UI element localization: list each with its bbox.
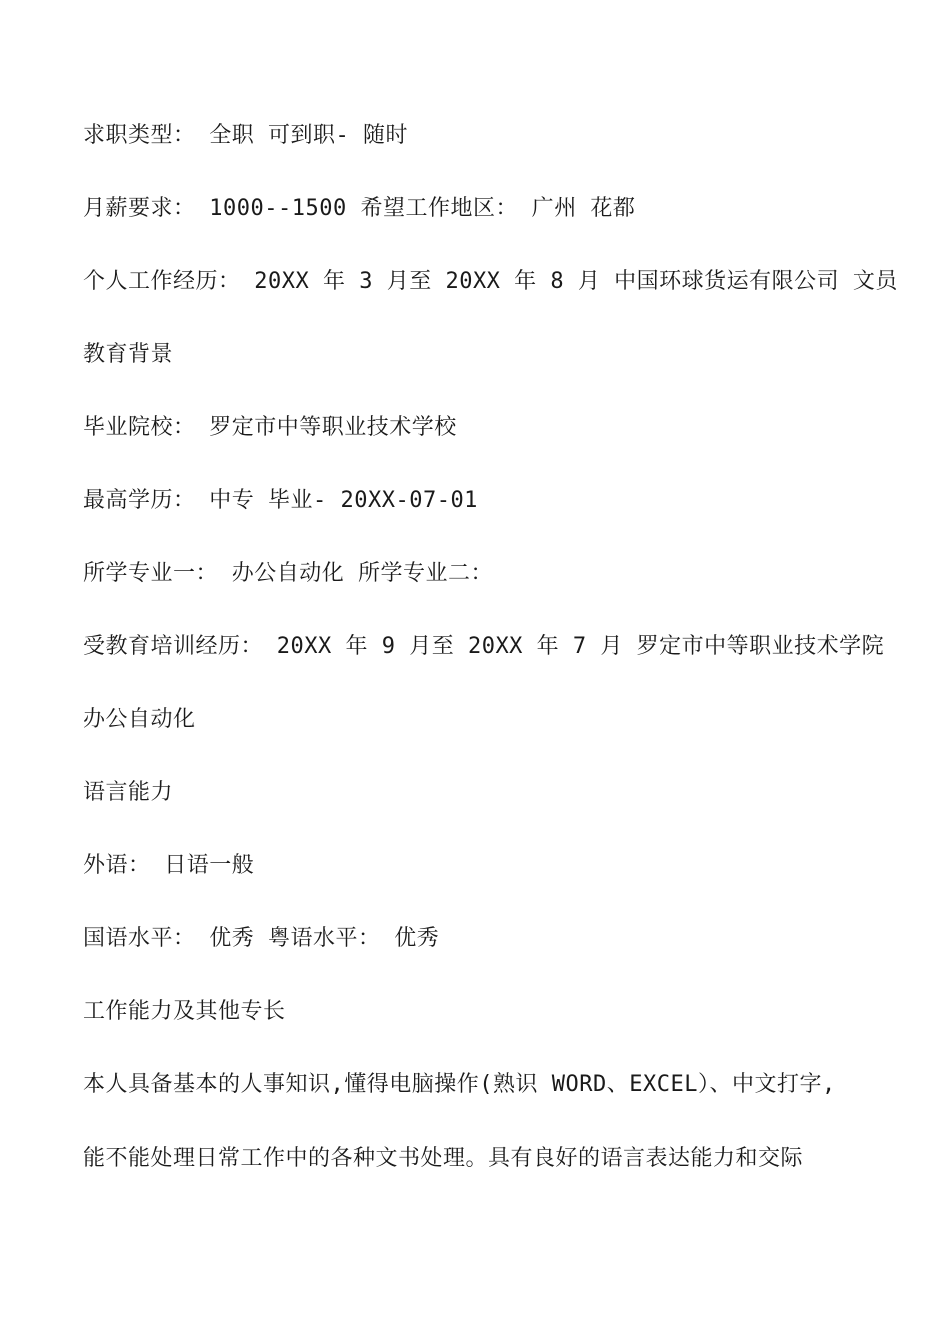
education-heading: 教育背景 (83, 342, 174, 367)
work-experience-line: 个人工作经历： 20XX 年 3 月至 20XX 年 8 月 中国环球货运有限公司 文员 (83, 269, 898, 294)
degree-line: 最高学历： 中专 毕业- 20XX-07-01 (83, 488, 478, 513)
training-continued-line: 办公自动化 (83, 707, 196, 732)
skills-paragraph-line-2: 能不能处理日常工作中的各种文书处理。具有良好的语言表达能力和交际 (83, 1146, 804, 1171)
school-line: 毕业院校： 罗定市中等职业技术学校 (83, 415, 457, 440)
salary-location-line: 月薪要求： 1000--1500 希望工作地区： 广州 花都 (83, 196, 636, 221)
mandarin-cantonese-line: 国语水平： 优秀 粤语水平： 优秀 (83, 926, 440, 951)
skills-paragraph-line-1: 本人具备基本的人事知识,懂得电脑操作(熟识 WORD、EXCEL）、中文打字, (83, 1072, 836, 1097)
major-line: 所学专业一： 办公自动化 所学专业二： (83, 561, 493, 586)
language-heading: 语言能力 (83, 780, 174, 805)
foreign-language-line: 外语： 日语一般 (83, 853, 255, 878)
job-type-line: 求职类型： 全职 可到职- 随时 (83, 123, 408, 148)
training-line: 受教育培训经历： 20XX 年 9 月至 20XX 年 7 月 罗定市中等职业技术学院 (83, 634, 885, 659)
skills-heading: 工作能力及其他专长 (83, 999, 286, 1024)
